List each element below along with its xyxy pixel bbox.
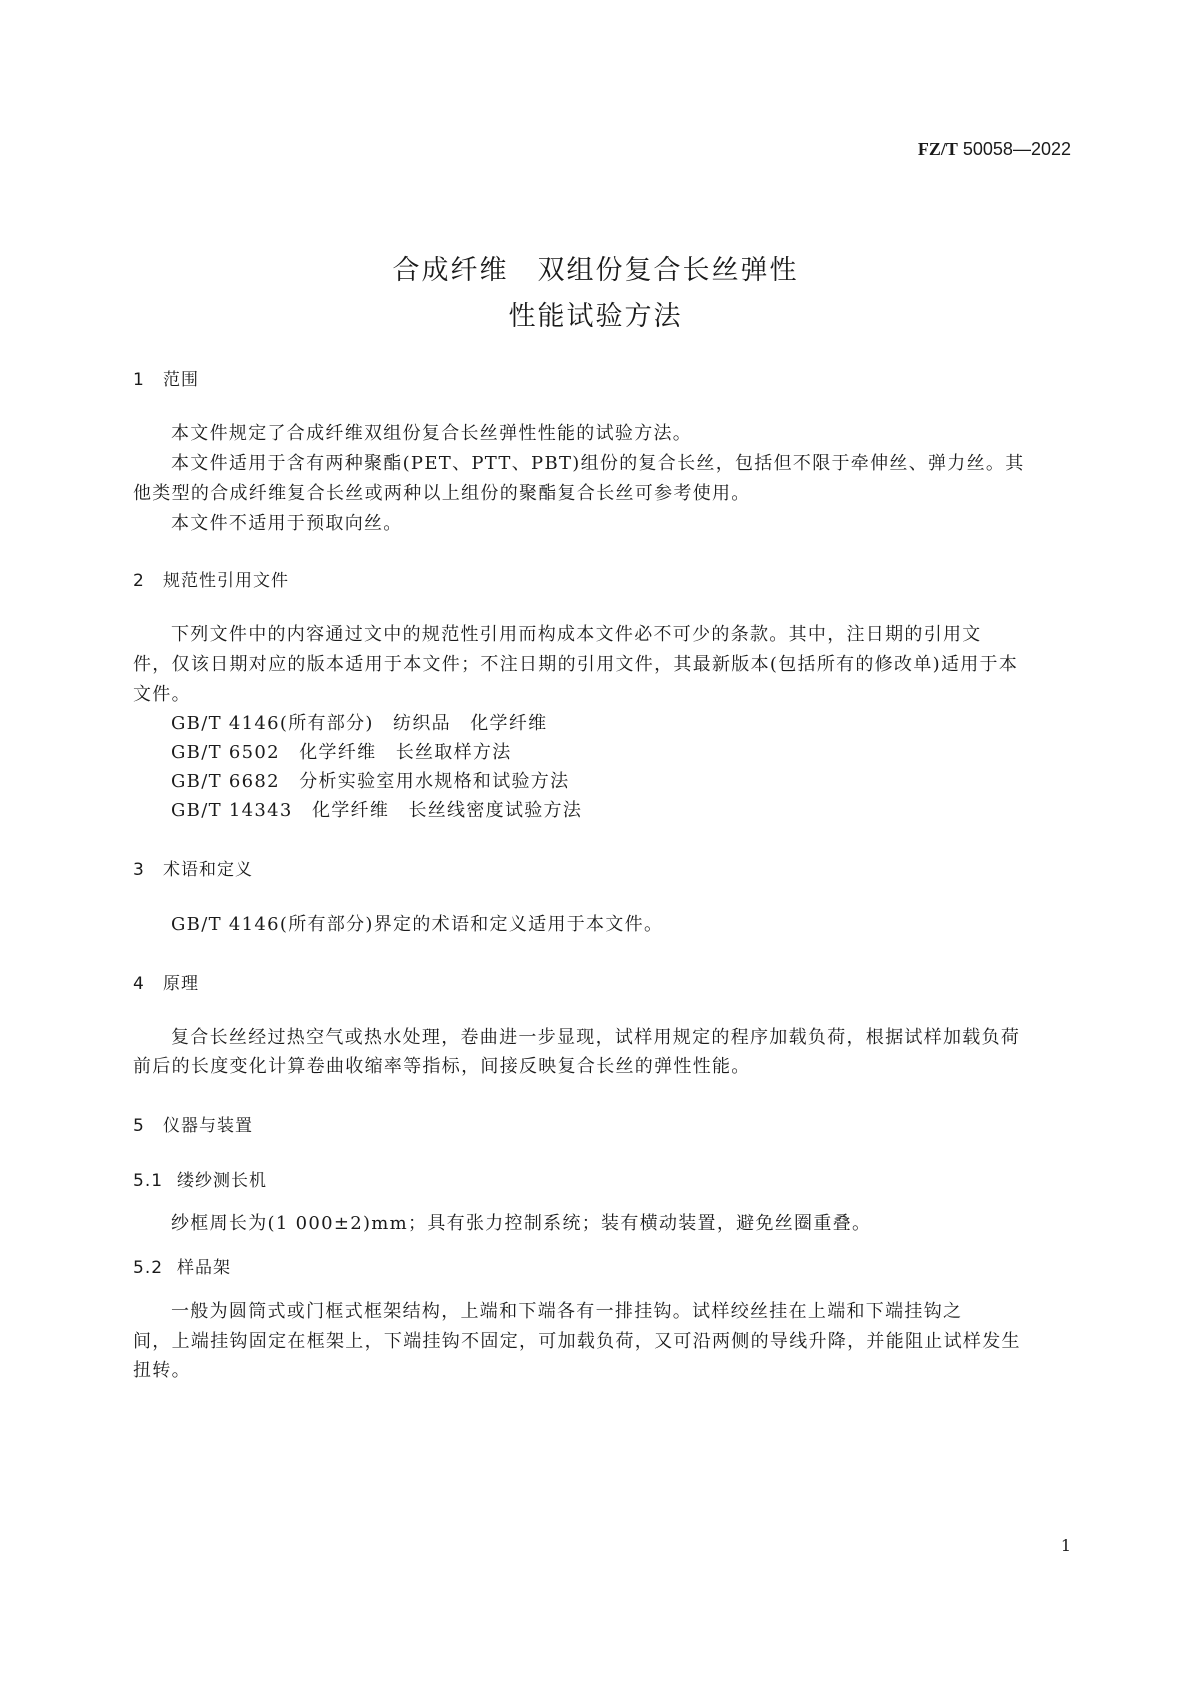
section-title: 术语和定义 [163,860,253,880]
section-4-heading [133,969,199,994]
document-title-line1: 合成纤维 双组份复合长丝弹性 [392,255,799,286]
paragraph-continuation: 扭转。 [133,1360,191,1381]
section-title: 规范性引用文件 [163,571,289,591]
section-number: 3 [133,860,145,880]
paragraph-continuation: 文件。 [133,684,191,705]
section-title: 范围 [163,370,199,390]
subsection-5-1-heading [133,1166,267,1191]
reference-item: GB/T 4146(所有部分) 纺织品 化学纤维 [171,713,548,734]
section-title: 原理 [163,974,199,994]
section-title: 仪器与装置 [163,1116,253,1136]
reference-item: GB/T 6502 化学纤维 长丝取样方法 [171,742,512,763]
document-title-line2: 性能试验方法 [508,301,683,332]
reference-item: GB/T 14343 化学纤维 长丝线密度试验方法 [171,800,583,821]
paragraph-continuation: 他类型的合成纤维复合长丝或两种以上组份的聚酯复合长丝可参考使用。 [133,483,751,504]
section-2-heading [133,566,289,591]
paragraph: 一般为圆筒式或门框式框架结构，上端和下端各有一排挂钩。试样绞丝挂在上端和下端挂钩之 [171,1301,963,1322]
subsection-title: 缕纱测长机 [177,1171,267,1191]
subsection-5-2-heading [133,1253,231,1278]
section-1-heading [133,365,199,390]
subsection-title: 样品架 [177,1258,231,1278]
standard-code [918,139,1071,160]
section-number: 1 [133,370,145,390]
section-number: 2 [133,571,145,591]
section-5-heading [133,1111,253,1136]
paragraph-continuation: 前后的长度变化计算卷曲收缩率等指标，间接反映复合长丝的弹性性能。 [133,1056,751,1077]
section-number: 5 [133,1116,145,1136]
paragraph: 纱框周长为(1 000±2)mm；具有张力控制系统；装有横动装置，避免丝圈重叠。 [171,1213,872,1234]
subsection-number: 5.2 [133,1258,164,1278]
paragraph: 复合长丝经过热空气或热水处理，卷曲进一步显现，试样用规定的程序加载负荷，根据试样加载负荷 [171,1027,1021,1048]
reference-item: GB/T 6682 分析实验室用水规格和试验方法 [171,771,570,792]
paragraph: 下列文件中的内容通过文中的规范性引用而构成本文件必不可少的条款。其中，注日期的引用文 [171,624,982,645]
section-3-heading [133,855,253,880]
section-number: 4 [133,974,145,994]
standard-prefix: FZ/T [917,139,958,159]
paragraph-continuation: 间，上端挂钩固定在框架上，下端挂钩不固定，可加载负荷，又可沿两侧的导线升降，并能阻止试样发生 [133,1331,1021,1352]
paragraph-continuation: 件，仅该日期对应的版本适用于本文件；不注日期的引用文件，其最新版本(包括所有的修改单)适用于本 [133,654,1019,675]
subsection-number: 5.1 [133,1171,164,1191]
paragraph: 本文件适用于含有两种聚酯(PET、PTT、PBT)组份的复合长丝，包括但不限于牵伸丝、弹力丝。其 [171,453,1025,474]
paragraph: 本文件规定了合成纤维双组份复合长丝弹性性能的试验方法。 [171,423,693,444]
paragraph: 本文件不适用于预取向丝。 [171,513,403,534]
standard-number: 50058—2022 [962,139,1071,159]
paragraph: GB/T 4146(所有部分)界定的术语和定义适用于本文件。 [171,914,664,935]
page-number: 1 [1060,1536,1071,1555]
